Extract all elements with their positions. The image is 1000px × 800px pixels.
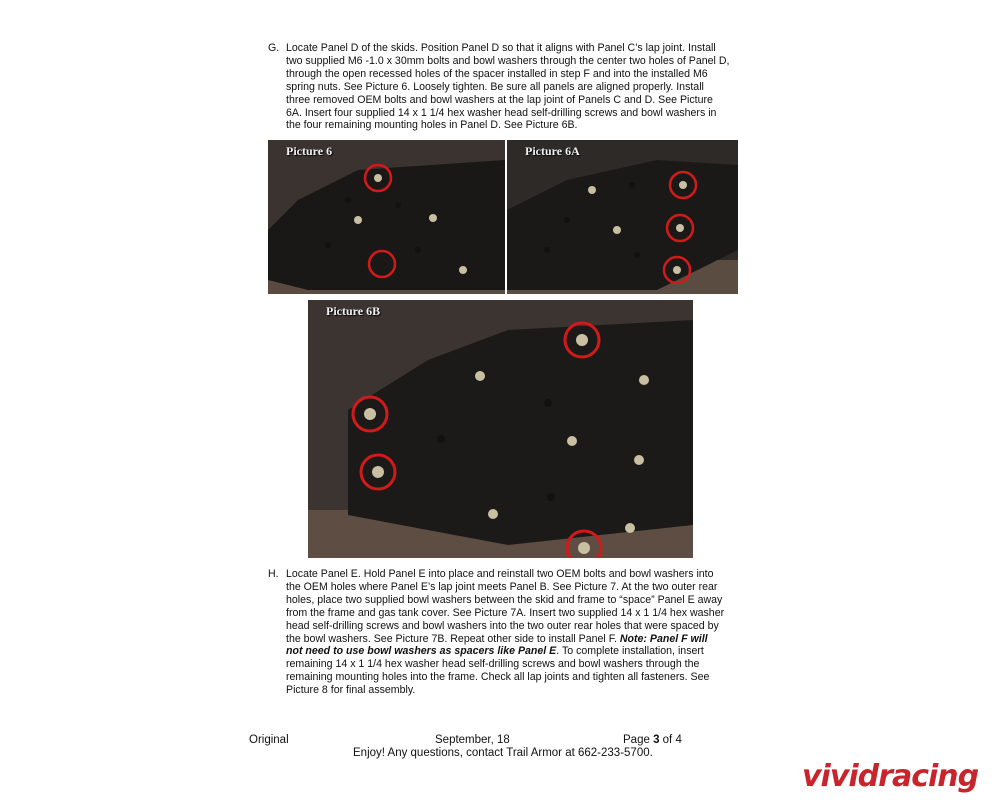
step-g-letter: G.: [268, 42, 280, 54]
step-h-line: head self-drilling screws and bowl washers into the two outer rear holes that were spaced by: [286, 619, 719, 632]
step-g-line: Locate Panel D of the skids. Position Panel D so that it aligns with Panel C’s lap joint. Install: [286, 42, 716, 54]
step-h-line: [286, 645, 724, 658]
step-h-line: Picture 8 for final assembly.: [286, 684, 416, 697]
step-h-note: Note: Panel F will: [619, 632, 708, 645]
skid-plate-photo-graphic: [507, 140, 738, 294]
step-h-line: from the frame and gas tank cover. See Picture 7A. Insert two supplied 14 x 1 1/4 hex washer: [286, 606, 725, 619]
page-of: of 4: [659, 734, 682, 746]
step-h-text-segment: . To complete installation, insert: [556, 645, 704, 658]
step-h-line: the OEM holes where Panel E’s lap joint meets Panel B. See Picture 7. At the two outer rear: [286, 580, 718, 593]
step-g-text: [286, 42, 729, 132]
step-h-note: not need to use bowl washers as spacers like Panel E: [286, 645, 557, 658]
step-h-line: remaining 14 x 1 1/4 hex washer head self-drilling screws and bowl washers through the: [286, 658, 700, 671]
picture-6b-caption: Picture 6B: [326, 304, 381, 318]
step-g-line: 6A. Insert four supplied 14 x 1 1/4 hex washer head self-drilling screws and bowl washers in: [286, 106, 717, 119]
picture-6a-photo: [507, 140, 738, 294]
step-h: [268, 568, 768, 698]
step-g-line: three removed OEM bolts and bowl washers at the lap joint of Panels C and D. See Picture: [286, 93, 713, 106]
step-g: [268, 42, 768, 137]
step-h-line: holes, place two supplied bowl washers between the skid and frame to “space” Panel E away: [286, 593, 723, 606]
logo-text: vividracing: [802, 759, 979, 794]
step-h-line: Locate Panel E. Hold Panel E into place and reinstall two OEM bolts and bowl washers into: [286, 568, 714, 580]
step-h-text-segment: the bowl washers. See Picture 7B. Repeat other side to install Panel F.: [286, 632, 620, 645]
picture-6a-caption: Picture 6A: [525, 144, 580, 158]
vividracing-logo: [800, 755, 995, 795]
step-h-letter: H.: [268, 568, 279, 580]
page-current: 3: [653, 734, 660, 746]
step-g-line: spring nuts. See Picture 6. Loosely tighten. Be sure all panels are aligned properly. Install: [286, 80, 704, 93]
picture-6-photo: [268, 140, 505, 294]
footer-date: September, 18: [435, 734, 510, 746]
footer-contact: Enjoy! Any questions, contact Trail Armor at 662-233-5700.: [353, 747, 653, 759]
step-h-line: [286, 633, 724, 646]
page-word: Page: [623, 734, 654, 746]
footer-original: Original: [249, 734, 289, 746]
footer-page-number: [623, 734, 682, 746]
step-g-line: the four remaining mounting holes in Panel D. See Picture 6B.: [286, 119, 578, 132]
skid-plate-photo-graphic: [268, 140, 505, 294]
step-g-line: two supplied M6 -1.0 x 30mm bolts and bowl washers through the center two holes of Panel D,: [286, 54, 730, 67]
step-h-text: [286, 568, 724, 697]
picture-6b-photo: [308, 300, 693, 558]
skid-plate-photo-graphic: [308, 300, 693, 558]
step-g-line: through the open recessed holes of the spacer installed in step F and into the installed M6: [286, 67, 708, 80]
picture-6-caption: Picture 6: [286, 144, 333, 158]
step-h-line: remaining mounting holes into the frame. Check all lap joints and tighten all fasteners. See: [286, 671, 710, 684]
